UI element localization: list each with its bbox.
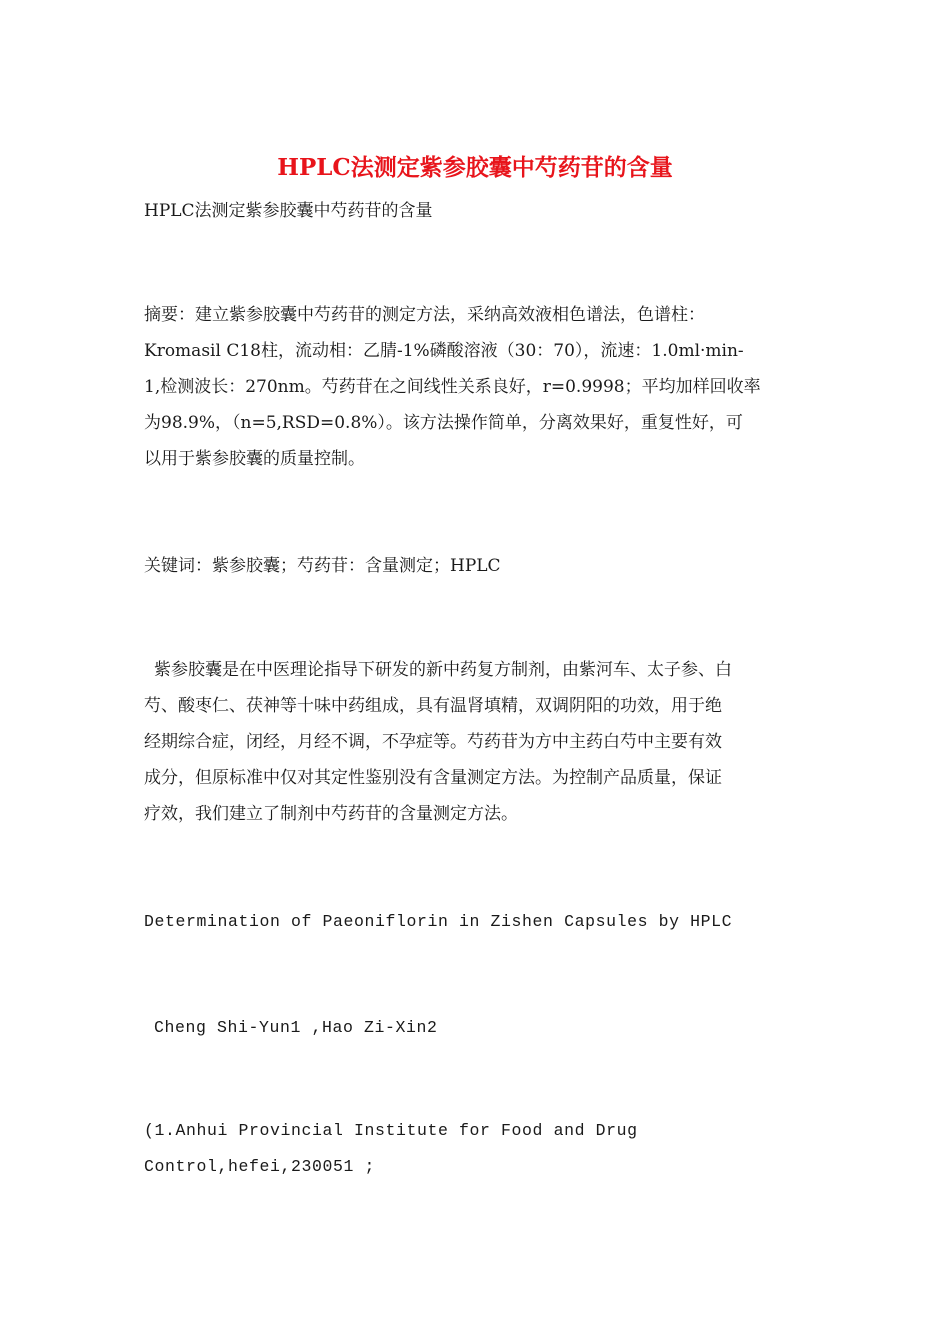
affiliation-line: (1.Anhui Provincial Institute for Food and Drug bbox=[144, 1121, 638, 1140]
english-title bbox=[144, 904, 808, 940]
abstract-line: 摘要：建立紫参胶囊中芍药苷的测定方法，采纳高效液相色谱法，色谱柱： bbox=[144, 305, 705, 325]
intro-line: 成分，但原标准中仅对其定性鉴别没有含量测定方法。为控制产品质量，保证 bbox=[144, 768, 722, 788]
keywords-paragraph bbox=[144, 548, 808, 584]
affiliation bbox=[144, 1113, 808, 1185]
authors-text: Cheng Shi-Yun1 ,Hao Zi-Xin2 bbox=[154, 1018, 438, 1037]
abstract-line: 1,检测波长：270nm。芍药苷在之间线性关系良好，r=0.9998；平均加样回收率 bbox=[144, 377, 761, 397]
document-subtitle bbox=[144, 193, 808, 229]
abstract-line: Kromasil C18柱，流动相：乙腈-1%磷酸溶液（30：70），流速：1.0ml·min- bbox=[144, 341, 744, 361]
intro-line: 经期综合症，闭经，月经不调，不孕症等。芍药苷为方中主药白芍中主要有效 bbox=[144, 732, 722, 752]
intro-line: 疗效，我们建立了制剂中芍药苷的含量测定方法。 bbox=[144, 804, 518, 824]
abstract-paragraph bbox=[144, 297, 808, 477]
abstract-line: 以用于紫参胶囊的质量控制。 bbox=[144, 449, 365, 469]
authors bbox=[144, 1010, 808, 1046]
abstract-line: 为98.9%，（n=5,RSD=0.8%）。该方法操作简单，分离效果好，重复性好，可 bbox=[144, 413, 743, 433]
subtitle-text: HPLC法测定紫参胶囊中芍药苷的含量 bbox=[144, 201, 433, 221]
affiliation-line: Control,hefei,230051 ; bbox=[144, 1157, 376, 1176]
document-title: HPLC法测定紫参胶囊中芍药苷的含量 bbox=[277, 154, 673, 181]
intro-line: 芍、酸枣仁、茯神等十味中药组成，具有温肾填精，双调阴阳的功效，用于绝 bbox=[144, 696, 722, 716]
keywords-text: 关键词：紫参胶囊；芍药苷：含量测定；HPLC bbox=[144, 556, 501, 576]
english-title-text: Determination of Paeoniflorin in Zishen Capsules by HPLC bbox=[144, 912, 733, 931]
intro-line: 紫参胶囊是在中医理论指导下研发的新中药复方制剂，由紫河车、太子参、白 bbox=[154, 660, 732, 680]
intro-paragraph bbox=[144, 652, 808, 832]
